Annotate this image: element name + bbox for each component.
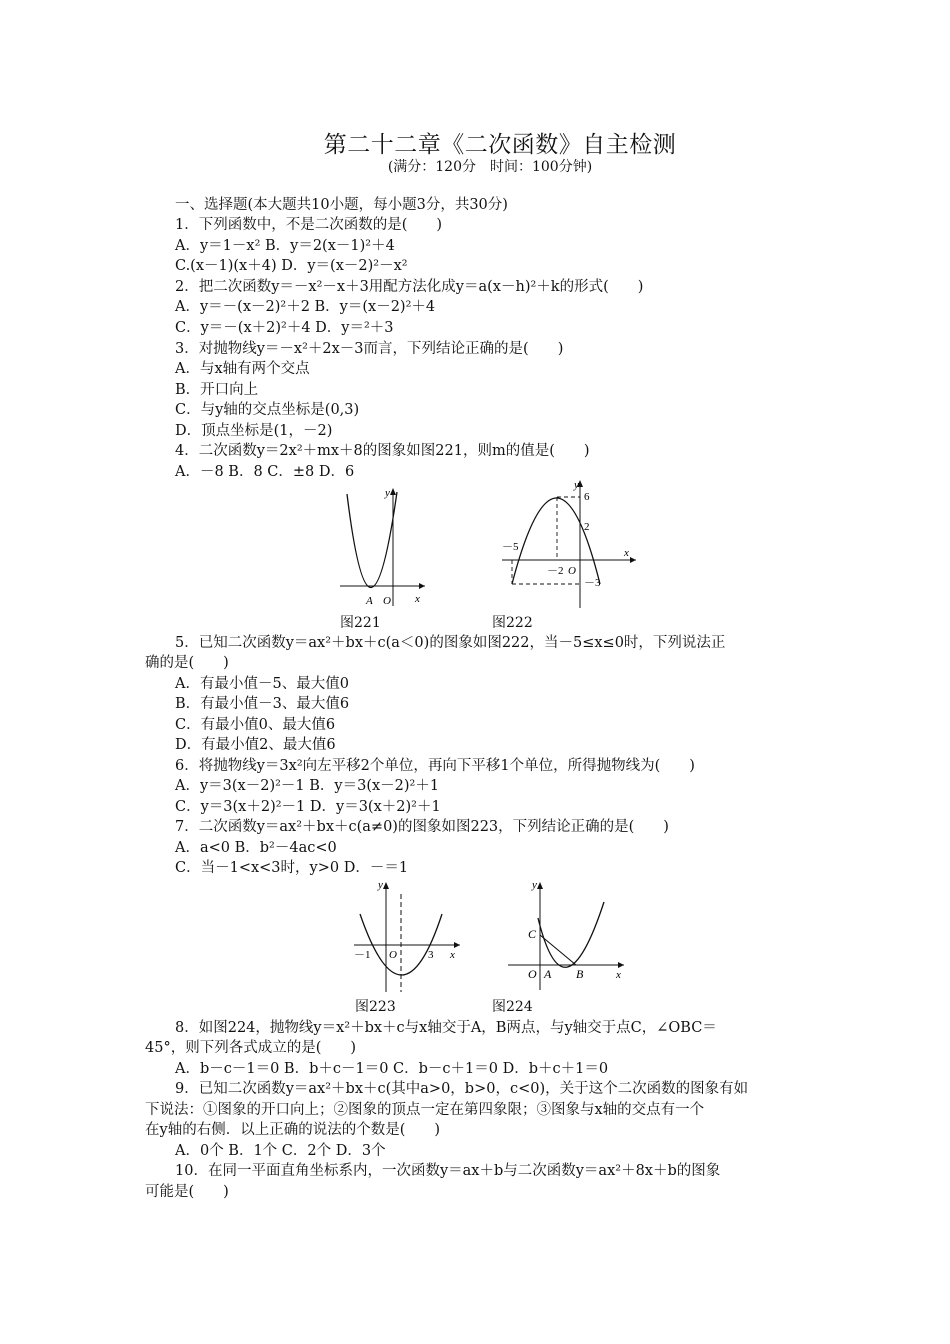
label-6: 6 <box>584 491 590 503</box>
q5-cont: 确的是( ) <box>145 655 229 671</box>
label-y: y <box>532 879 537 891</box>
page-title: 第二十二章《二次函数》自主检测 <box>323 132 677 158</box>
q9-cont2: 在y轴的右侧．以上正确的说法的个数是( ) <box>145 1122 441 1138</box>
q8-cont: 45°，则下列各式成立的是( ) <box>145 1040 357 1056</box>
label-3: 3 <box>428 949 434 961</box>
q9-options: A．0个 B．1个 C．2个 D．3个 <box>175 1143 386 1159</box>
parabola <box>347 492 397 588</box>
label-x: x <box>450 949 455 961</box>
label-minus1: －1 <box>354 949 371 961</box>
label-o: O <box>389 949 397 961</box>
x-arrow-icon <box>419 583 425 589</box>
q3-opt-d: D．顶点坐标是(1，－2) <box>175 423 333 439</box>
y-arrow-icon <box>390 488 396 495</box>
q6: 6．将抛物线y＝3x²向左平移2个单位，再向下平移1个单位，所得抛物线为( ) <box>175 758 695 774</box>
parabola <box>538 902 604 967</box>
label-o: O <box>568 565 576 577</box>
label-o: O <box>528 967 537 981</box>
q1-opt-ab: A．y＝1－x² B．y＝2(x－1)²＋4 <box>175 238 395 254</box>
label-minus5: －5 <box>502 541 519 553</box>
q6-opt-ab: A．y＝3(x－2)²－1 B．y＝3(x－2)²＋1 <box>175 778 440 794</box>
q9-cont1: 下说法：①图象的开口向上；②图象的顶点一定在第四象限；③图象与x轴的交点有一个 <box>145 1102 705 1118</box>
label-a: A <box>366 595 373 607</box>
q5-opt-c: C．有最小值0、最大值6 <box>175 717 336 733</box>
figure-223 <box>352 876 464 994</box>
page-subtitle: (满分：120分 时间：100分钟) <box>387 159 593 175</box>
q4-options: A．－8 B．8 C．±8 D．6 <box>175 464 355 480</box>
label-x: x <box>616 969 621 981</box>
q5-opt-d: D．有最小值2、最大值6 <box>175 737 336 753</box>
q8: 8．如图224，抛物线y＝x²＋bx＋c与x轴交于A，B两点，与y轴交于点C，∠OBC＝ <box>175 1020 717 1036</box>
q7-opt-ab: A．a<0 B．b²－4ac<0 <box>175 840 337 856</box>
x-arrow-icon <box>630 557 636 563</box>
q8-options: A．b－c－1＝0 B．b＋c－1＝0 C．b－c＋1＝0 D．b＋c＋1＝0 <box>175 1061 609 1077</box>
x-arrow-icon <box>454 942 460 948</box>
figure-221-caption: 图221 <box>340 615 381 631</box>
figure-222 <box>500 476 640 612</box>
label-x: x <box>415 593 420 605</box>
label-y: y <box>385 487 390 499</box>
q5-opt-b: B．有最小值－3、最大值6 <box>175 696 350 712</box>
label-c: C <box>528 927 537 941</box>
label-y: y <box>574 479 579 491</box>
q1: 1．下列函数中，不是二次函数的是( ) <box>175 217 443 233</box>
label-x: x <box>624 547 629 559</box>
segment-cb <box>540 935 576 965</box>
label-o: O <box>383 595 391 607</box>
label-b: B <box>576 967 584 981</box>
q4: 4．二次函数y＝2x²＋mx＋8的图象如图221，则m的值是( ) <box>175 443 590 459</box>
q9: 9．已知二次函数y＝ax²＋bx＋c(其中a>0，b>0，c<0)，关于这个二次函数的图象有如 <box>175 1081 749 1097</box>
label-y: y <box>378 879 383 891</box>
y-arrow-icon <box>537 882 543 889</box>
y-arrow-icon <box>383 882 389 889</box>
q3-opt-c: C．与y轴的交点坐标是(0,3) <box>175 402 360 418</box>
q2: 2．把二次函数y＝－x²－x＋3用配方法化成y＝a(x－h)²＋k的形式( ) <box>175 279 644 295</box>
q2-opt-cd: C．y＝－(x＋2)²＋4 D．y＝²＋3 <box>175 320 394 336</box>
q7: 7．二次函数y＝ax²＋bx＋c(a≠0)的图象如图223，下列结论正确的是( ) <box>175 819 669 835</box>
section-heading: 一、选择题(本大题共10小题，每小题3分，共30分) <box>175 197 508 213</box>
x-arrow-icon <box>618 962 624 968</box>
q1-opt-cd: C.(x－1)(x＋4) D．y＝(x－2)²－x² <box>175 258 408 274</box>
figure-224-caption: 图224 <box>492 999 533 1015</box>
q10-cont: 可能是( ) <box>145 1184 229 1200</box>
q10: 10．在同一平面直角坐标系内，一次函数y＝ax＋b与二次函数y＝ax²＋8x＋b的图象 <box>175 1163 721 1179</box>
figure-223-caption: 图223 <box>355 999 396 1015</box>
q5: 5．已知二次函数y＝ax²＋bx＋c(a＜0)的图象如图222，当－5≤x≤0时，下列说法正 <box>175 635 726 651</box>
figure-221 <box>335 482 430 612</box>
q5-opt-a: A．有最小值－5、最大值0 <box>175 676 349 692</box>
q3-opt-a: A．与x轴有两个交点 <box>175 361 310 377</box>
q2-opt-ab: A．y＝－(x－2)²＋2 B．y＝(x－2)²＋4 <box>175 299 436 315</box>
q7-opt-cd: C．当－1<x<3时，y>0 D．－＝1 <box>175 860 409 876</box>
q3: 3．对抛物线y＝－x²＋2x－3而言，下列结论正确的是( ) <box>175 341 564 357</box>
label-minus2: －2 <box>547 565 564 577</box>
q3-opt-b: B．开口向上 <box>175 382 259 398</box>
label-minus3: －3 <box>584 577 601 589</box>
label-2: 2 <box>584 521 590 533</box>
figure-222-caption: 图222 <box>492 615 533 631</box>
q6-opt-cd: C．y＝3(x＋2)²－1 D．y＝3(x＋2)²＋1 <box>175 799 441 815</box>
figure-224 <box>504 876 628 994</box>
label-a: A <box>544 967 552 981</box>
